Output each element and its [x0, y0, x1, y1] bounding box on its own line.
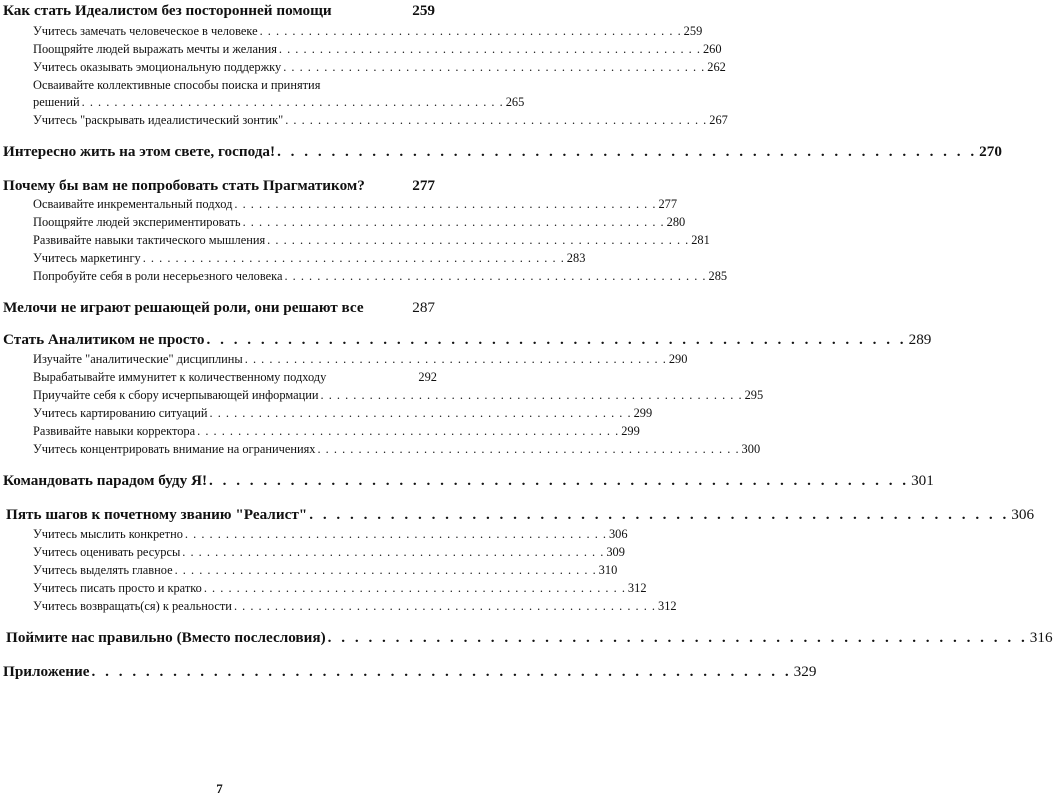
toc-item-label: Осваивайте коллективные способы поиска и принятия: [33, 78, 321, 92]
toc-item-label: Изучайте "аналитические" дисциплины: [33, 352, 243, 366]
dot-leader: . . . . . . . . . . . . . . . . . . . . . . . . . . . . . . . . . . . . . . . . . . . . . . . . . . . .: [284, 269, 707, 283]
dot-leader: . . . . . . . . . . . . . . . . . . . . . . . . . . . . . . . . . . . . . . . . . . . . . . . . . . . .: [259, 24, 682, 38]
dot-leader: . . . . . . . . . . . . . . . . . . . . . . . . . . . . . . . . . . . . . . . . . . . . . . . . . . . .: [278, 42, 701, 56]
toc-item-label: Развивайте навыки тактического мышления: [33, 233, 266, 247]
toc-item[interactable]: [33, 527, 628, 542]
toc-page-number: 259: [412, 2, 435, 19]
dot-leader: . . . . . . . . . . . . . . . . . . . . . . . . . . . . . . . . . . . . . . . . . . . . . . . . . . . .: [174, 563, 597, 577]
toc-item[interactable]: [33, 352, 688, 367]
toc-item[interactable]: [33, 95, 525, 110]
toc-item-label: Учитесь оценивать ресурсы: [33, 545, 181, 559]
toc-chapter[interactable]: [3, 331, 932, 349]
toc-item[interactable]: [33, 545, 625, 560]
toc-page-number: 312: [658, 599, 677, 613]
toc-item-label: Развивайте навыки корректора: [33, 424, 196, 438]
toc-chapter[interactable]: [3, 2, 435, 20]
dot-leader: . . . . . . . . . . . . . . . . . . . . . . . . . . . . . . . . . . . . . . . . . . . . . . . . . . . .: [309, 506, 1010, 523]
toc-page-number: 306: [1011, 506, 1035, 523]
toc-page-number: 281: [691, 233, 710, 247]
toc-item-label: Учитесь замечать человеческое в человеке: [33, 24, 258, 38]
toc-item-label: решений: [33, 95, 80, 109]
dot-leader: . . . . . . . . . . . . . . . . . . . . . . . . . . . . . . . . . . . . . . . . . . . . . . . . . . . .: [81, 95, 504, 109]
toc-chapter[interactable]: [3, 663, 817, 681]
toc-chapter-title: Пять шагов к почетному званию "Реалист": [6, 506, 308, 523]
toc-page-number: 285: [708, 269, 728, 283]
toc-item-label: Приучайте себя к сбору исчерпывающей информации: [33, 388, 319, 402]
dot-leader: . . . . . . . . . . . . . . . . . . . . . . . . . . . . . . . . . . . . . . . . . . . . . . . . . . . .: [277, 143, 978, 160]
toc-item-label: Поощряйте людей выражать мечты и желания: [33, 42, 277, 56]
toc-chapter-title: Интересно жить на этом свете, господа!: [3, 143, 276, 160]
toc-item[interactable]: [33, 251, 586, 266]
toc-chapter-title: Почему бы вам не попробовать стать Прагматиком?: [3, 177, 365, 194]
toc-chapter[interactable]: [3, 472, 934, 490]
toc-chapter[interactable]: [3, 143, 1002, 161]
toc-item[interactable]: [33, 233, 710, 248]
toc-chapter-title: Поймите нас правильно (Вместо послесловия): [6, 629, 326, 646]
toc-chapter[interactable]: [6, 629, 1053, 647]
toc-item-label: Учитесь "раскрывать идеалистический зонтик": [33, 113, 284, 127]
toc-item-label: Вырабатывайте иммунитет к количественному подходу: [33, 370, 327, 384]
toc-page-number: 289: [908, 331, 932, 348]
dot-leader: . . . . . . . . . . . . . . . . . . . . . . . . . . . . . . . . . . . . . . . . . . . . . . . . . . . .: [242, 215, 665, 229]
toc-item-label: Учитесь оказывать эмоциональную поддержку: [33, 60, 282, 74]
dot-leader: . . . . . . . . . . . . . . . . . . . . . . . . . . . . . . . . . . . . . . . . . . . . . . . . . . . .: [283, 60, 706, 74]
dot-leader: . . . . . . . . . . . . . . . . . . . . . . . . . . . . . . . . . . . . . . . . . . . . . . . . . . . .: [244, 352, 667, 366]
toc-item-label: Учитесь картированию ситуаций: [33, 406, 208, 420]
toc-page-number: 299: [633, 406, 653, 420]
toc-chapter-title: Мелочи не играют решающей роли, они решают все: [3, 299, 364, 316]
dot-leader: . . . . . . . . . . . . . . . . . . . . . . . . . . . . . . . . . . . . . . . . . . . . . . . . . . . .: [203, 581, 626, 595]
toc-item[interactable]: [33, 215, 686, 230]
toc-item-label: Учитесь писать просто и кратко: [33, 581, 202, 595]
toc-page-number: 310: [598, 563, 618, 577]
toc-item-label: Учитесь маркетингу: [33, 251, 141, 265]
dot-leader: . . . . . . . . . . . . . . . . . . . . . . . . . . . . . . . . . . . . . . . . . . . . . . . . . . . .: [267, 233, 690, 247]
toc-item-label: Учитесь выделять главное: [33, 563, 173, 577]
toc-item[interactable]: [33, 113, 728, 128]
toc-item[interactable]: [33, 563, 618, 578]
toc-item-label: Учитесь мыслить конкретно: [33, 527, 183, 541]
dot-leader: . . . . . . . . . . . . . . . . . . . . . . . . . . . . . . . . . . . . . . . . . . . . . . . . . . . .: [184, 527, 607, 541]
dot-leader: . . . . . . . . . . . . . . . . . . . . . . . . . . . . . . . . . . . . . . . . . . . . . . . . . . . .: [320, 388, 743, 402]
toc-page-number: 262: [707, 60, 726, 74]
toc-chapter-title: Стать Аналитиком не просто: [3, 331, 205, 348]
toc-page-number: 316: [1029, 629, 1053, 646]
dot-leader: . . . . . . . . . . . . . . . . . . . . . . . . . . . . . . . . . . . . . . . . . . . . . . . . . . . .: [91, 663, 792, 680]
toc-page-number: 270: [979, 143, 1002, 160]
toc-page-number: 260: [702, 42, 722, 56]
toc-page-number: 259: [683, 24, 703, 38]
toc-page-number: 300: [741, 442, 761, 456]
toc-item-label: Учитесь концентрировать внимание на ограничениях: [33, 442, 316, 456]
toc-page-number: 277: [412, 177, 435, 194]
toc-item[interactable]: [33, 442, 761, 457]
toc-page-number: 292: [418, 370, 437, 384]
toc-page-number: 287: [412, 299, 435, 316]
toc-page-number: 329: [793, 663, 817, 680]
toc-page-number: 309: [606, 545, 625, 559]
toc-item[interactable]: [33, 42, 722, 57]
toc-chapter[interactable]: [6, 506, 1035, 524]
toc-chapter[interactable]: [3, 177, 435, 195]
toc-page-number: 280: [666, 215, 686, 229]
dot-leader: . . . . . . . . . . . . . . . . . . . . . . . . . . . . . . . . . . . . . . . . . . . . . . . . . . . .: [209, 472, 910, 489]
toc-item[interactable]: [33, 24, 703, 39]
toc-item-label: Учитесь возвращать(ся) к реальности: [33, 599, 232, 613]
dot-leader: . . . . . . . . . . . . . . . . . . . . . . . . . . . . . . . . . . . . . . . . . . . . . . . . . . . .: [209, 406, 632, 420]
toc-item[interactable]: [33, 406, 653, 421]
toc-item[interactable]: [33, 581, 647, 596]
toc-item-label: Поощряйте людей экспериментировать: [33, 215, 241, 229]
dot-leader: . . . . . . . . . . . . . . . . . . . . . . . . . . . . . . . . . . . . . . . . . . . . . . . . . . . .: [327, 629, 1028, 646]
toc-chapter-title: Приложение: [3, 663, 90, 680]
page-number: 7: [216, 781, 223, 796]
toc-item-label: Попробуйте себя в роли несерьезного человека: [33, 269, 283, 283]
toc-item[interactable]: [33, 370, 437, 385]
toc-item[interactable]: [33, 599, 677, 614]
dot-leader: . . . . . . . . . . . . . . . . . . . . . . . . . . . . . . . . . . . . . . . . . . . . . . . . . . . .: [285, 113, 708, 127]
dot-leader: . . . . . . . . . . . . . . . . . . . . . . . . . . . . . . . . . . . . . . . . . . . . . . . . . . . .: [142, 251, 565, 265]
toc-page-number: 277: [658, 197, 678, 211]
toc-page-number: 301: [911, 472, 934, 489]
dot-leader: . . . . . . . . . . . . . . . . . . . . . . . . . . . . . . . . . . . . . . . . . . . . . . . . . . . .: [317, 442, 740, 456]
toc-page-number: 306: [608, 527, 628, 541]
dot-leader: . . . . . . . . . . . . . . . . . . . . . . . . . . . . . . . . . . . . . . . . . . . . . . . . . . . .: [206, 331, 907, 348]
toc-item[interactable]: [33, 424, 640, 439]
toc-item[interactable]: [33, 388, 764, 403]
toc-page-number: 295: [744, 388, 764, 402]
dot-leader: . . . . . . . . . . . . . . . . . . . . . . . . . . . . . . . . . . . . . . . . . . . . . . . . . . . .: [197, 424, 620, 438]
toc-chapter-title: Как стать Идеалистом без посторонней помощи: [3, 2, 332, 19]
toc-page-number: 265: [505, 95, 525, 109]
toc-page-number: 312: [627, 581, 647, 595]
dot-leader: . . . . . . . . . . . . . . . . . . . . . . . . . . . . . . . . . . . . . . . . . . . . . . . . . . . .: [234, 197, 657, 211]
toc-page-number: 299: [621, 424, 640, 438]
toc-item-label: Осваивайте инкрементальный подход: [33, 197, 233, 211]
toc-chapter[interactable]: [3, 299, 435, 317]
toc-chapter-title: Командовать парадом буду Я!: [3, 472, 207, 489]
dot-leader: . . . . . . . . . . . . . . . . . . . . . . . . . . . . . . . . . . . . . . . . . . . . . . . . . . . .: [182, 545, 605, 559]
toc-page-number: 267: [709, 113, 728, 127]
toc-item[interactable]: [33, 269, 728, 284]
toc-item[interactable]: [33, 60, 726, 75]
dot-leader: . . . . . . . . . . . . . . . . . . . . . . . . . . . . . . . . . . . . . . . . . . . . . . . . . . . .: [233, 599, 656, 613]
toc-page-number: 283: [566, 251, 586, 265]
toc-item[interactable]: [33, 197, 678, 212]
toc-page-number: 290: [668, 352, 688, 366]
